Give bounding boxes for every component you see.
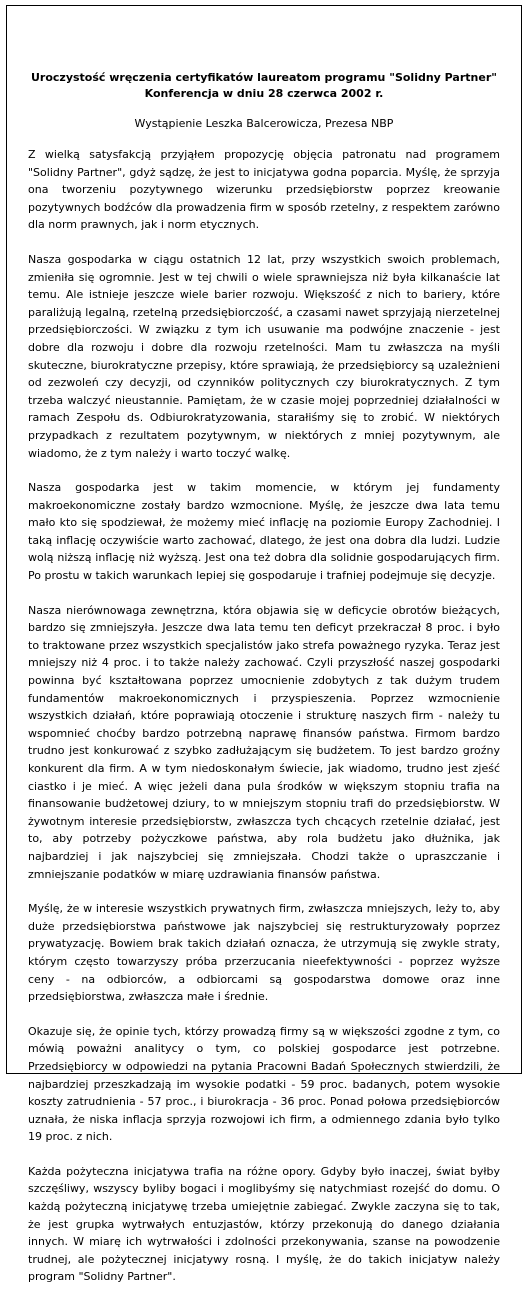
- paragraph-2: Nasza gospodarka w ciągu ostatnich 12 lat, przy wszystkich swoich problemach, zmieniła się ogromnie. Jest w tej chwili o wiele sprawniejsza niż była kilkanaście lat temu. Ale istnieje jeszcze wiele barier rozwoju. Większość z nich to bariery, które paraliżują legalną, rzetelną przedsiębiorczość, a czasami nawet sprzyjają nierzetelnej przedsiębiorczości. W związku z tym ich usuwanie ma podwójne znaczenie - jest dobre dla rozwoju i dobre dla rozwoju rzetelności. Mam tu zwłaszcza na myśli skuteczne, biurokratyczne przepisy, które sprawiają, że przedsiębiorcy są uzależnieni od zezwoleń czy decyzji, od czynników politycznych czy biurokratycznych. Z tym trzeba walczyć nieustannie. Pamiętam, że w czasie mojej poprzedniej działalności w ramach Zespołu ds. Odbiurokratyzowania, starałiśmy się to zrobić. W niektórych przypadkach z rezultatem pozytywnym, w niektórych z mniej pozytywnym, ale wiadomo, że z tym należy i warto toczyć walkę.: [28, 252, 500, 460]
- title-line-1: Uroczystość wręczenia certyfikatów laureatom programu "Solidny Partner": [30, 71, 497, 84]
- paragraph-4: Nasza nierównowaga zewnętrzna, która objawia się w deficycie obrotów bieżących, bardzo się zmniejszyła. Jeszcze dwa lata temu ten deficyt przekraczał 8 proc. i było to traktowane przez wszystkich specjalistów jako strefa poważnego ryzyka. Teraz jest mniejszy niż 4 proc. i to także należy zachować. Czyli przyszłość naszej gospodarki powinna być kształtowana poprzez umocnienie zdobytych z tak dużym trudem fundamentów makroekonomicznych i przyspieszenia. Poprzez wzmocnienie wszystkich działań, które poprawiają otoczenie i strukturę naszych firm - należy tu wspomnieć choćby bardzo potrzebną naprawę finansów państwa. Firmom bardzo trudno jest konkurować z szybko zadłużającym się budżetem. To jest bardzo groźny konkurent dla firm. A w tym niedoskonałym świecie, jak wiadomo, trudno jest zjeść ciastko i je mieć. A więc jeżeli dana pula środków w większym stopniu trafia na finansowanie budżetowej dziury, to w mniejszym stopniu trafi do przedsiębiorstw. W żywotnym interesie przedsiębiorstw, zwłaszcza tych chcących rzetelnie działać, jest to, aby potrzeby pożyczkowe państwa, aby rola budżetu jako dłużnika, jak najbardziej i jak najszybciej się zmniejszała. Chodzi także o upraszczanie i zmniejszanie podatków w miarę uzdrawiania finansów państwa.: [28, 603, 500, 881]
- paragraph-1: Z wielką satysfakcją przyjąłem propozycję objęcia patronatu nad programem "Solidny Partner", gdyż sądzę, że jest to inicjatywa godna poparcia. Myślę, że sprzyja ona tworzeniu pozytywnego wizerunku przedsiębiorstw poprzez kreowanie pozytywnych bodźców dla prowadzenia firm w sposób rzetelny, z respektem zarówno dla norm prawnych, jak i norm etycznych.: [28, 148, 500, 232]
- title-line-2: Konferencja w dniu 28 czerwca 2002 r.: [144, 87, 384, 100]
- paragraph-6: Okazuje się, że opinie tych, którzy prowadzą firmy są w większości zgodne z tym, co mówią poważni analitycy o tym, co polskiej gospodarce jest potrzebne. Przedsiębiorcy w odpowiedzi na pytania Pracowni Badań Społecznych stwierdzili, że najbardziej przeszkadzają im wysokie podatki - 59 proc. badanych, potem wysokie koszty zatrudnienia - 57 proc., i biurokracja - 36 proc. Ponad połowa przedsiębiorców uznała, że niska inflacja sprzyja rozwojowi ich firm, a odmiennego zdania było tylko 19 proc. z nich.: [28, 1024, 500, 1144]
- paragraph-3: Nasza gospodarka jest w takim momencie, w którym jej fundamenty makroekonomiczne zostały bardzo wzmocnione. Myślę, że jeszcze dwa lata temu mało kto się spodziewał, że możemy mieć inflację na poziomie Europy Zachodniej. I taką inflację oczywiście warto zachować, dlatego, że jest ona dobra dla ludzi. Ludzie wolą niższą inflację niż wyższą. Jest ona też dobra dla solidnie gospodarujących firm. Po prostu w takich warunkach lepiej się gospodaruje i trafniej podejmuje się decyzje.: [28, 481, 500, 583]
- paragraph-5: Myślę, że w interesie wszystkich prywatnych firm, zwłaszcza mniejszych, leży to, aby duże przedsiębiorstwa państwowe jak najszybciej się restrukturyzowały poprzez prywatyzację. Bowiem brak takich działań oznacza, że utrzymują się zwykle straty, którym często towarzyszy próba przerzucania nieefektywności - poprzez wyższe ceny - na odbiorców, a odbiorcami są gospodarstwa domowe oraz inne przedsiębiorstwa, zwłaszcza małe i średnie.: [28, 902, 500, 1004]
- paragraph-7: Każda pożyteczna inicjatywa trafia na różne opory. Gdyby było inaczej, świat byłby szczęśliwy, wszyscy byliby bogaci i moglibyśmy się natychmiast rozejść do domu. O każdą pożyteczną inicjatywę trzeba umiejętnie zabiegać. Zwykle zaczyna się to tak, że jest grupka wytrwałych entuzjastów, którzy przekonują do danego działania innych. W miarę ich wytrwałości i zdolności przekonywania, szanse na powodzenie trudnej, ale pożytecznej inicjatywy rosną. I myślę, że do takich inicjatyw należy program "Solidny Partner".: [28, 1164, 500, 1284]
- speech-subtitle: Wystąpienie Leszka Balcerowicza, Prezesa NBP: [134, 117, 394, 130]
- document-title: [28, 70, 500, 102]
- document-body: [28, 70, 500, 1303]
